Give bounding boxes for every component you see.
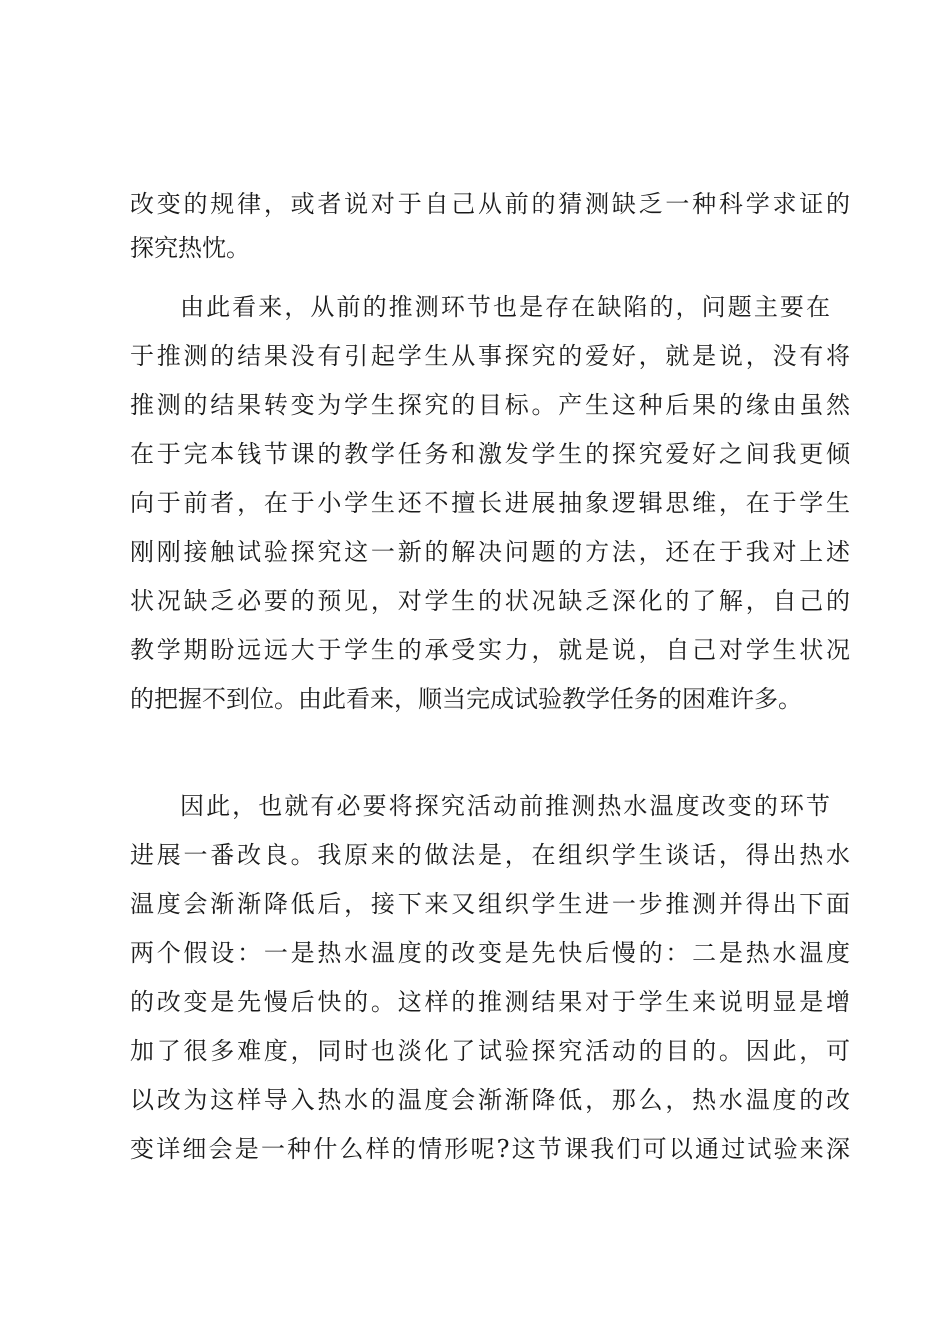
paragraph-3-line-5: 的改变是先慢后快的。这样的推测结果对于学生来说明显是增 — [130, 988, 850, 1016]
paragraph-2-line-7: 状况缺乏必要的预见，对学生的状况缺乏深化的了解，自己的 — [130, 587, 850, 615]
paragraph-3-line-7: 以改为这样导入热水的温度会渐渐降低，那么，热水温度的改 — [130, 1086, 850, 1114]
paragraph-3-line-3: 温度会渐渐降低后，接下来又组织学生进一步推测并得出下面 — [130, 890, 850, 918]
paragraph-3-line-8: 变详细会是一种什么样的情形呢?这节课我们可以通过试验来深 — [130, 1135, 850, 1163]
paragraph-2-line-2: 于推测的结果没有引起学生从事探究的爱好，就是说，没有将 — [130, 342, 850, 370]
paragraph-3-line-1: 因此，也就有必要将探究活动前推测热水温度改变的环节 — [180, 792, 830, 820]
paragraph-2-line-8: 教学期盼远远大于学生的承受实力，就是说，自己对学生状况 — [130, 636, 850, 664]
paragraph-1-line-2: 探究热忱。 — [130, 234, 250, 262]
paragraph-2-line-3: 推测的结果转变为学生探究的目标。产生这种后果的缘由虽然 — [130, 391, 850, 419]
paragraph-3-line-4: 两个假设：一是热水温度的改变是先快后慢的：二是热水温度 — [130, 939, 850, 967]
paragraph-2-line-9: 的把握不到位。由此看来，顺当完成试验教学任务的困难许多。 — [130, 685, 802, 713]
paragraph-3-line-6: 加了很多难度，同时也淡化了试验探究活动的目的。因此，可 — [130, 1037, 850, 1065]
paragraph-2-line-6: 刚刚接触试验探究这一新的解决问题的方法，还在于我对上述 — [130, 538, 850, 566]
paragraph-3-line-2: 进展一番改良。我原来的做法是，在组织学生谈话，得出热水 — [130, 841, 850, 869]
paragraph-2-line-5: 向于前者，在于小学生还不擅长进展抽象逻辑思维，在于学生 — [130, 489, 850, 517]
paragraph-2-line-1: 由此看来，从前的推测环节也是存在缺陷的，问题主要在 — [180, 293, 830, 321]
paragraph-2-line-4: 在于完本钱节课的教学任务和激发学生的探究爱好之间我更倾 — [130, 440, 850, 468]
paragraph-1-line-1: 改变的规律，或者说对于自己从前的猜测缺乏一种科学求证的 — [130, 190, 850, 218]
